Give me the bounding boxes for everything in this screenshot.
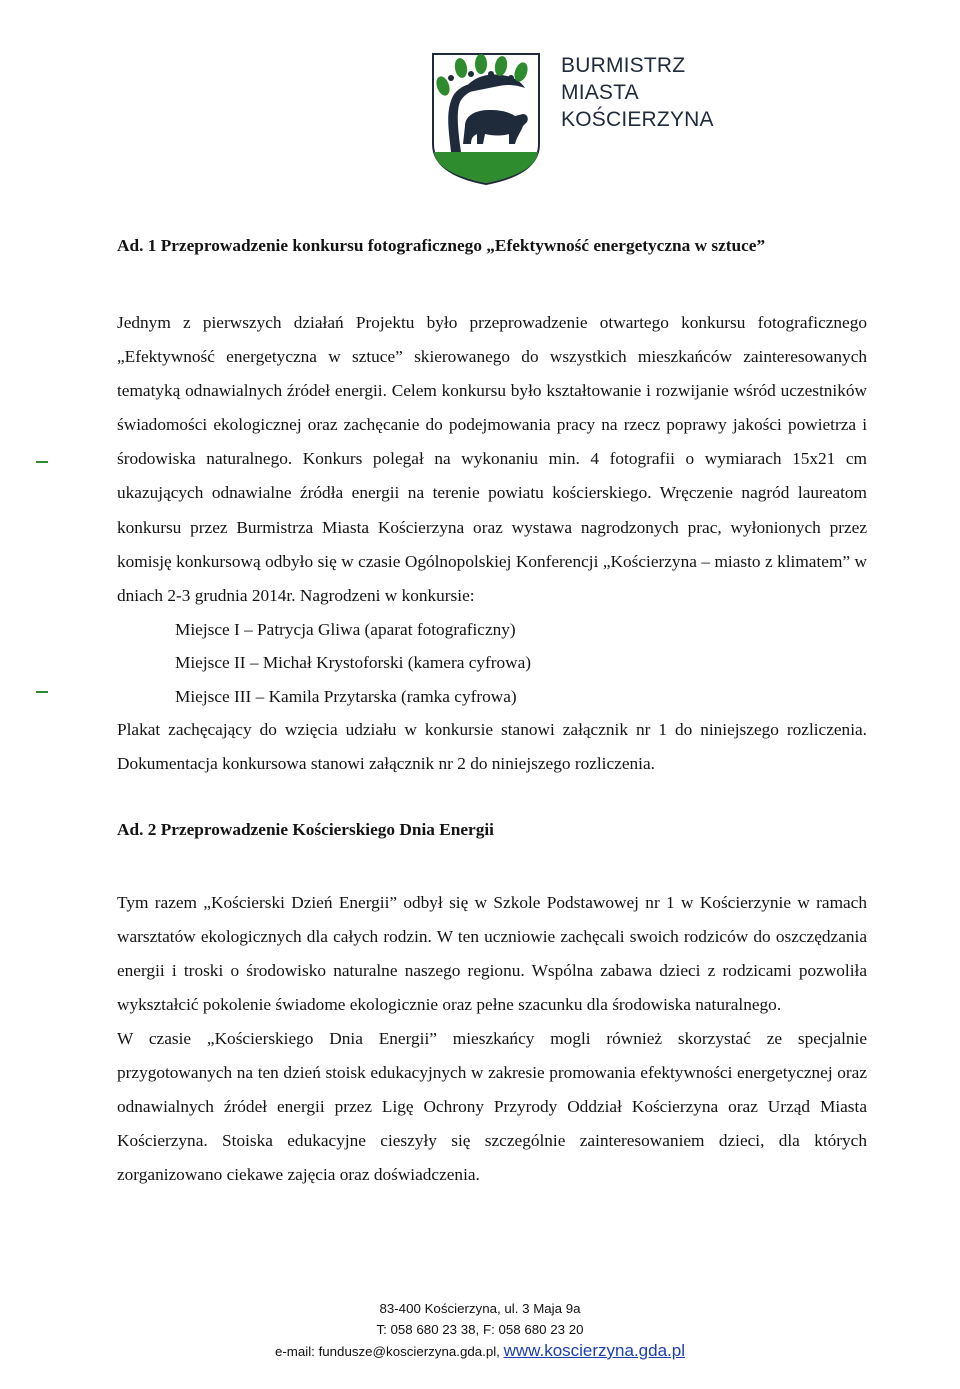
- brand-line-3: KOŚCIERZYNA: [561, 108, 714, 131]
- margin-mark: [36, 691, 48, 693]
- brand-line-1: BURMISTRZ: [561, 54, 686, 77]
- document-body: [117, 233, 867, 1192]
- footer-contact: [0, 1340, 960, 1362]
- page-footer: [0, 1298, 960, 1362]
- website-link[interactable]: www.koscierzyna.gda.pl: [503, 1341, 685, 1360]
- footer-phones: T: 058 680 23 38, F: 058 680 23 20: [376, 1322, 584, 1337]
- list-item: Miejsce II – Michał Krystoforski (kamera cyfrowa): [175, 653, 532, 673]
- list-item: Miejsce I – Patrycja Gliwa (aparat fotograficzny): [175, 619, 516, 639]
- section-1-closing: Plakat zachęcający do wzięcia udziału w konkursie stanowi załącznik nr 1 do niniejszego rozliczenia. Dokumentacja konkursowa stanowi załącznik nr 2 do niniejszego rozliczenia.: [117, 720, 867, 774]
- margin-mark: [36, 461, 48, 463]
- section-1-paragraph: Jednym z pierwszych działań Projektu było przeprowadzenie otwartego konkursu fotograficznego „Efektywność energetyczna w sztuce” skierowanego do wszystkich mieszkańców zainteresowanych tematyką odnawialnych źródeł energii. Celem konkursu było kształtowanie i rozwijanie wśród uczestników świadomości ekologicznej oraz zachęcanie do podejmowania pracy na rzecz poprawy jakości powietrza i środowiska naturalnego. Konkurs polegał na wykonaniu min. 4 fotografii o wymiarach 15x21 cm ukazujących odnawialne źródła energii na terenie powiatu kościerskiego. Wręczenie nagród laureatom konkursu przez Burmistrza Miasta Kościerzyna oraz wystawa nagrodzonych prac, wyłonionych przez komisję konkursową odbyło się w czasie Ogólnopolskiej Konferencji „Kościerzyna – miasto z klimatem” w dniach 2-3 grudnia 2014r. Nagrodzeni w konkursie:: [117, 313, 867, 605]
- section-2-heading: Ad. 2 Przeprowadzenie Kościerskiego Dnia Energii: [117, 819, 494, 839]
- footer-address: 83-400 Kościerzyna, ul. 3 Maja 9a: [379, 1301, 581, 1316]
- list-item: Miejsce III – Kamila Przytarska (ramka cyfrowa): [175, 686, 517, 706]
- section-1-heading: Ad. 1 Przeprowadzenie konkursu fotograficznego „Efektywność energetyczna w sztuce”: [117, 236, 766, 255]
- footer-email: e-mail: fundusze@koscierzyna.gda.pl,: [274, 1344, 500, 1359]
- brand-line-2: MIASTA: [561, 81, 639, 104]
- section-2-paragraph-2: W czasie „Kościerskiego Dnia Energii” mieszkańcy mogli również skorzystać ze specjalnie przygotowanych na ten dzień stoisk edukacyjnych w zakresie promowania efektywności energetycznej oraz odnawialnych źródeł energii przez Ligę Ochrony Przyrody Oddział Kościerzyna oraz Urząd Miasta Kościerzyna. Stoiska edukacyjne cieszyły się szczególnie zainteresowaniem dzieci, dla których zorganizowano ciekawe zajęcia oraz doświadczenia.: [117, 1028, 867, 1185]
- coat-of-arms-logo: [431, 52, 541, 186]
- winners-list: [117, 613, 867, 714]
- section-2-paragraph-1: Tym razem „Kościerski Dzień Energii” odbył się w Szkole Podstawowej nr 1 w Kościerzynie w ramach warsztatów ekologicznych dla całych rodzin. W ten uczniowie zachęcali swoich rodziców do oszczędzania energii i troski o środowisko naturalne naszego regionu. Wspólna zabawa dzieci z rodzicami pozwoliła wykształcić pokolenie świadome ekologicznie oraz pełne szacunku dla środowiska naturalnego.: [117, 892, 867, 1014]
- office-brand: [561, 52, 761, 133]
